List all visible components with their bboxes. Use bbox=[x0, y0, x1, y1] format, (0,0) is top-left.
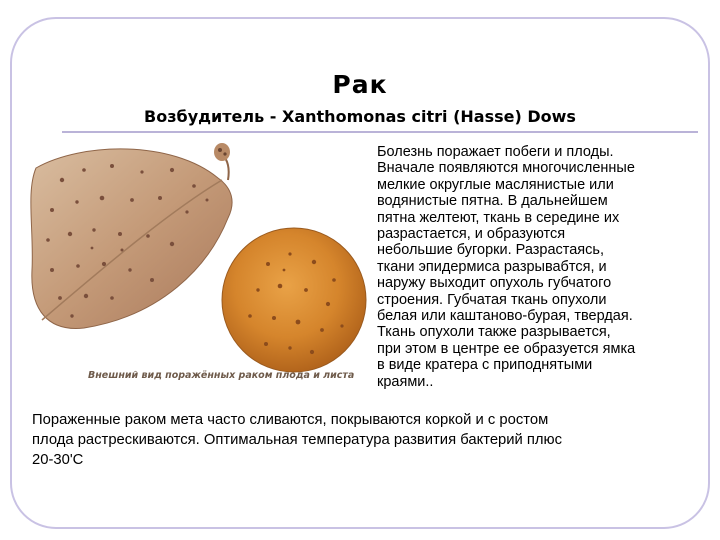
side-line: Болезнь поражает побеги и плоды. bbox=[377, 144, 614, 160]
side-line: мелкие округлые маслянистые или bbox=[377, 176, 614, 193]
image-caption: Внешний вид поражённых раком плода и листа bbox=[88, 370, 355, 381]
bottom-line: Пораженные раком мета часто сливаются, покрываются коркой и с ростом bbox=[32, 412, 549, 428]
fruit-image bbox=[222, 228, 366, 372]
slide-subtitle: Возбудитель - Xanthomonas citri (Hasse) Dows bbox=[144, 107, 576, 126]
side-line: при этом в центре ее образуется ямка bbox=[377, 340, 636, 357]
side-line: водянистые пятна. В дальнейшем bbox=[377, 193, 608, 210]
leaf-image bbox=[31, 143, 232, 328]
slide-title: Рак bbox=[332, 70, 388, 99]
side-line: разрастается, и образуются bbox=[377, 226, 566, 243]
side-line: пятна желтеют, ткань в середине их bbox=[377, 209, 620, 226]
side-line: краями.. bbox=[377, 373, 434, 390]
bottom-description bbox=[32, 410, 704, 470]
side-line: Ткань опухоли также разрывается, bbox=[377, 324, 611, 341]
side-line: строения. Губчатая ткань опухоли bbox=[377, 291, 607, 308]
bottom-line: плода растрескиваются. Оптимальная температура развития бактерий плюс bbox=[32, 432, 563, 448]
side-line: ткани эпидермиса разрывабтся, и bbox=[377, 258, 607, 275]
side-line: небольшие бугорки. Разрастаясь, bbox=[377, 242, 604, 259]
bottom-line: 20-30'С bbox=[32, 452, 84, 468]
side-line: Вначале появляются многочисленные bbox=[377, 160, 635, 177]
title-divider bbox=[62, 131, 698, 133]
side-line: в виде кратера с приподнятыми bbox=[377, 357, 593, 374]
side-line: белая или каштаново-бурая, твердая. bbox=[377, 308, 633, 325]
side-line: наружу выходит опухоль губчатого bbox=[377, 275, 612, 292]
side-description bbox=[377, 144, 702, 390]
leaf-and-fruit-illustration bbox=[22, 140, 372, 390]
